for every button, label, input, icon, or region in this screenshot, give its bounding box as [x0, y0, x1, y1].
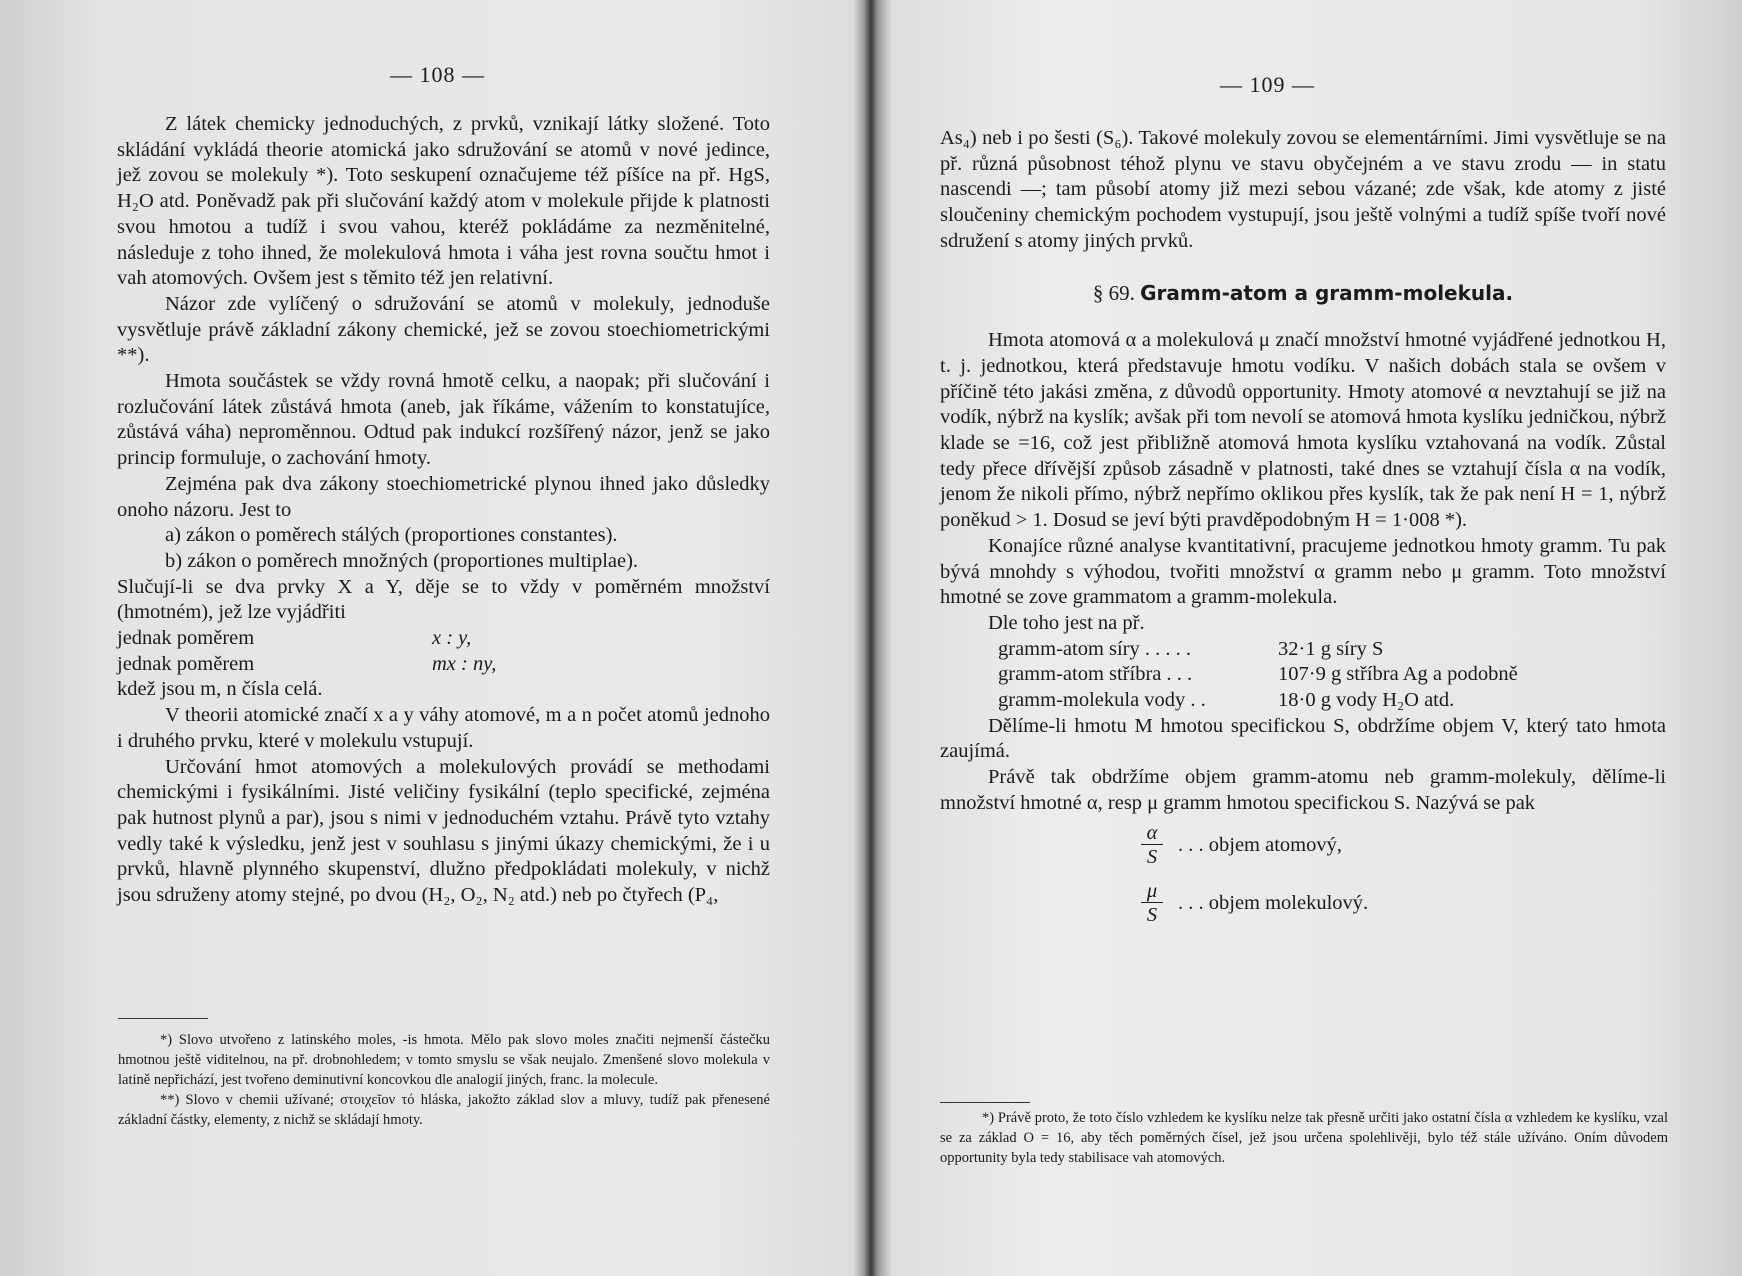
table-row — [998, 637, 1666, 663]
page-number: — 108 — — [390, 62, 485, 87]
formula-atomic-volume — [1140, 817, 1666, 875]
table-label: gramm-atom síry . . . . . — [998, 637, 1192, 660]
formula-text: . . . objem atomový, — [1178, 833, 1342, 856]
paragraph: Hmota atomová α a molekulová μ značí množství hmotné vyjádřené jednotkou H, t. j. jednotkou, která představuje hmotu vodíku. V našich dobách stala se ovšem v příčině této jakási změna, z důvodů opportunity. Hmoty atomové α nevztahují se již na vodík, nýbrž na kyslík; avšak při tom nevolí se atomová hmota kyslíku jedničkou, nýbrž klade se =16, což jest přibližně atomová hmota kyslíku vztahovaná na vodík. Zůstal tedy přece dřívější způsob zásadně v platnosti, také dnes se vztahují čísla α na vodík, jenom že nikoli přímo, nýbrž nepřímo oklikou přes kyslík, tak že pak není H = 1, nýbrž poněkud > 1. Dosud se jeví býti pravděpodobným H = 1·008 *). — [940, 329, 1666, 532]
paragraph: V theorii atomické značí x a y váhy atomové, m a n počet atomů jednoho i druhého prvku, které v molekulu vstupují. — [117, 704, 770, 752]
formula-molecular-volume — [1140, 875, 1666, 933]
footnote-rule — [940, 1102, 1030, 1103]
paragraph: Hmota součástek se vždy rovná hmotě celku, a naopak; při slučování i rozlučování látek zůstává hmota (aneb, jak říkáme, vážením to konstatujíce, zůstává váha) neproměnnou. Odtud pak indukcí rozšířený názor, jenž se jako princip formuluje, o zachování hmoty. — [117, 370, 770, 470]
fraction — [1140, 880, 1164, 927]
footnote: **) Slovo v chemii užívané; στοιχεῖον τό hláska, jakožto základ slov a mluvy, tudíž pak přenesené základní částky, elementy, z nichž se skládají hmoty. — [118, 1092, 770, 1128]
paragraph: Slučují-li se dva prvky X a Y, děje se to vždy v poměrném množství (hmotném), jež lze vyjádřiti — [117, 575, 770, 624]
section-number: § 69. — [1092, 280, 1135, 305]
page-body — [117, 112, 770, 909]
numerator: μ — [1141, 880, 1163, 903]
denominator: S — [1146, 846, 1158, 869]
footnotes — [118, 1030, 770, 1130]
paragraph: Z látek chemicky jednoduchých, z prvků, vznikají látky složené. Toto skládání vykládá theorie atomická jako sdružování se atomů v nové jedince, jež zovou se molekuly *). Toto seskupení označujeme též píšíce na př. HgS, H₂O atd. Poněvadž pak při slučování každý atom v molekule přijde k platnosti svou hmotou a tudíž i svou vahou, kteréž pokládáme za nezměnitelné, následuje z toho ihned, že molekulová hmota i váha jest rovna součtu hmot i vah atomových. Ovšem jest s těmito též jen relativní. — [117, 113, 770, 290]
paragraph: Zejména pak dva zákony stoechiometrické plynou ihned jako důsledky onoho názoru. Jest to — [117, 472, 770, 521]
table-row — [998, 662, 1666, 688]
law-b: b) zákon o poměrech množných (proportiones multiplae). — [165, 549, 639, 572]
section-title: Gramm-atom a gramm-molekula. — [1140, 280, 1514, 305]
formula-text: . . . objem molekulový. — [1178, 891, 1369, 914]
ratio-value: mx : ny, — [432, 652, 497, 675]
ratio-row — [117, 652, 770, 678]
ratio-row — [117, 626, 770, 652]
table-value: 18·0 g vody H₂O atd. — [1278, 689, 1455, 712]
gramm-table — [998, 637, 1666, 714]
footnotes — [940, 1108, 1668, 1168]
page-body — [940, 126, 1666, 933]
paragraph: Určování hmot atomových a molekulových provádí se methodami chemickými i fysikálními. Jisté veličiny fysikální (teplo specifické, zejména pak hutnost plynů a par), jsou s nimi v jednoduchém vztahu. Právě tyto vztahy vedly také k výsledku, jenž jest v souhlasu s jinými úkazy chemickými, že i u prvků, hlavně plynného skupenství, dlužno předpokládati molekuly, v nichž jsou sdruženy atomy stejné, po dvou (H₂, O₂, N₂ atd.) neb po čtyřech (P₄, — [117, 755, 770, 907]
table-label: gramm-atom stříbra . . . — [998, 663, 1193, 686]
footnote: *) Právě proto, že toto číslo vzhledem ke kyslíku nelze tak přesně určiti jako ostatní čísla α vzhledem ke kyslíku, vzal se za základ O = 16, aby těch poměrných čísel, jež jsou určena spolehlivěji, bylo též stále užíváno. Oním důvodem opportunity byla tedy stabilisace vah atomových. — [940, 1110, 1668, 1166]
ratio-label: jednak poměrem — [117, 627, 255, 650]
page-number: — 109 — — [1220, 72, 1315, 97]
numerator: α — [1141, 822, 1163, 845]
footnote: *) Slovo utvořeno z latinského moles, -is hmota. Mělo pak slovo moles značiti nejmenší částečku hmotnou ještě viditelnou, na př. drobnohledem; v tomto smyslu se však neujalo. Zmenšené slovo molekula v latině nepřichází, jest tvořeno deminutivní koncovkou dle analogií jiných, franc. la molecule. — [118, 1032, 770, 1088]
fraction — [1140, 822, 1164, 869]
table-value: 32·1 g síry S — [1278, 637, 1384, 660]
right-page — [870, 0, 1742, 1276]
table-value: 107·9 g stříbra Ag a podobně — [1278, 663, 1518, 686]
left-page — [0, 0, 860, 1276]
paragraph: Dělíme-li hmotu M hmotou specifickou S, obdržíme objem V, který tato hmota zaujímá. — [940, 714, 1666, 763]
ratio-value: x : y, — [432, 627, 472, 650]
paragraph: Názor zde vylíčený o sdružování se atomů v molekuly, jednoduše vysvětluje právě základní zákony chemické, jež se zovou stoechiometrickými **). — [117, 292, 770, 367]
law-a: a) zákon o poměrech stálých (proportiones constantes). — [165, 524, 618, 547]
paragraph: Dle toho jest na př. — [988, 611, 1145, 634]
paragraph: Právě tak obdržíme objem gramm-atomu neb gramm-molekuly, dělíme-li množství hmotné α, resp μ gramm hmotou specifickou S. Nazývá se pak — [940, 766, 1666, 814]
section-heading — [940, 281, 1666, 307]
table-row — [998, 688, 1666, 714]
ratio-label: jednak poměrem — [117, 652, 255, 675]
paragraph: Konajíce různé analyse kvantitativní, pracujeme jednotkou hmoty gramm. Tu pak bývá mnohdy s výhodou, tvořiti množství α gramm nebo μ gramm. Toto množství hmotné se zove grammatom a gramm-molekula. — [940, 534, 1666, 609]
denominator: S — [1146, 904, 1158, 927]
footnote-rule — [118, 1018, 208, 1019]
paragraph: kdež jsou m, n čísla celá. — [117, 678, 323, 701]
table-label: gramm-molekula vody . . — [998, 689, 1206, 712]
paragraph: As₄) neb i po šesti (S₆). Takové molekuly zovou se elementárními. Jimi vysvětluje se na př. různá působnost téhož plynu ve stavu obyčejném a ve stavu zrodu — in statu nascendi —; tam působí atomy již mezi sebou vázané; zde však, kde atomy z jisté sloučeniny chemickým pochodem vystupují, jsou ještě volnými a tudíž spíše tvoří nové sdružení s atomy jiných prvků. — [940, 127, 1666, 252]
